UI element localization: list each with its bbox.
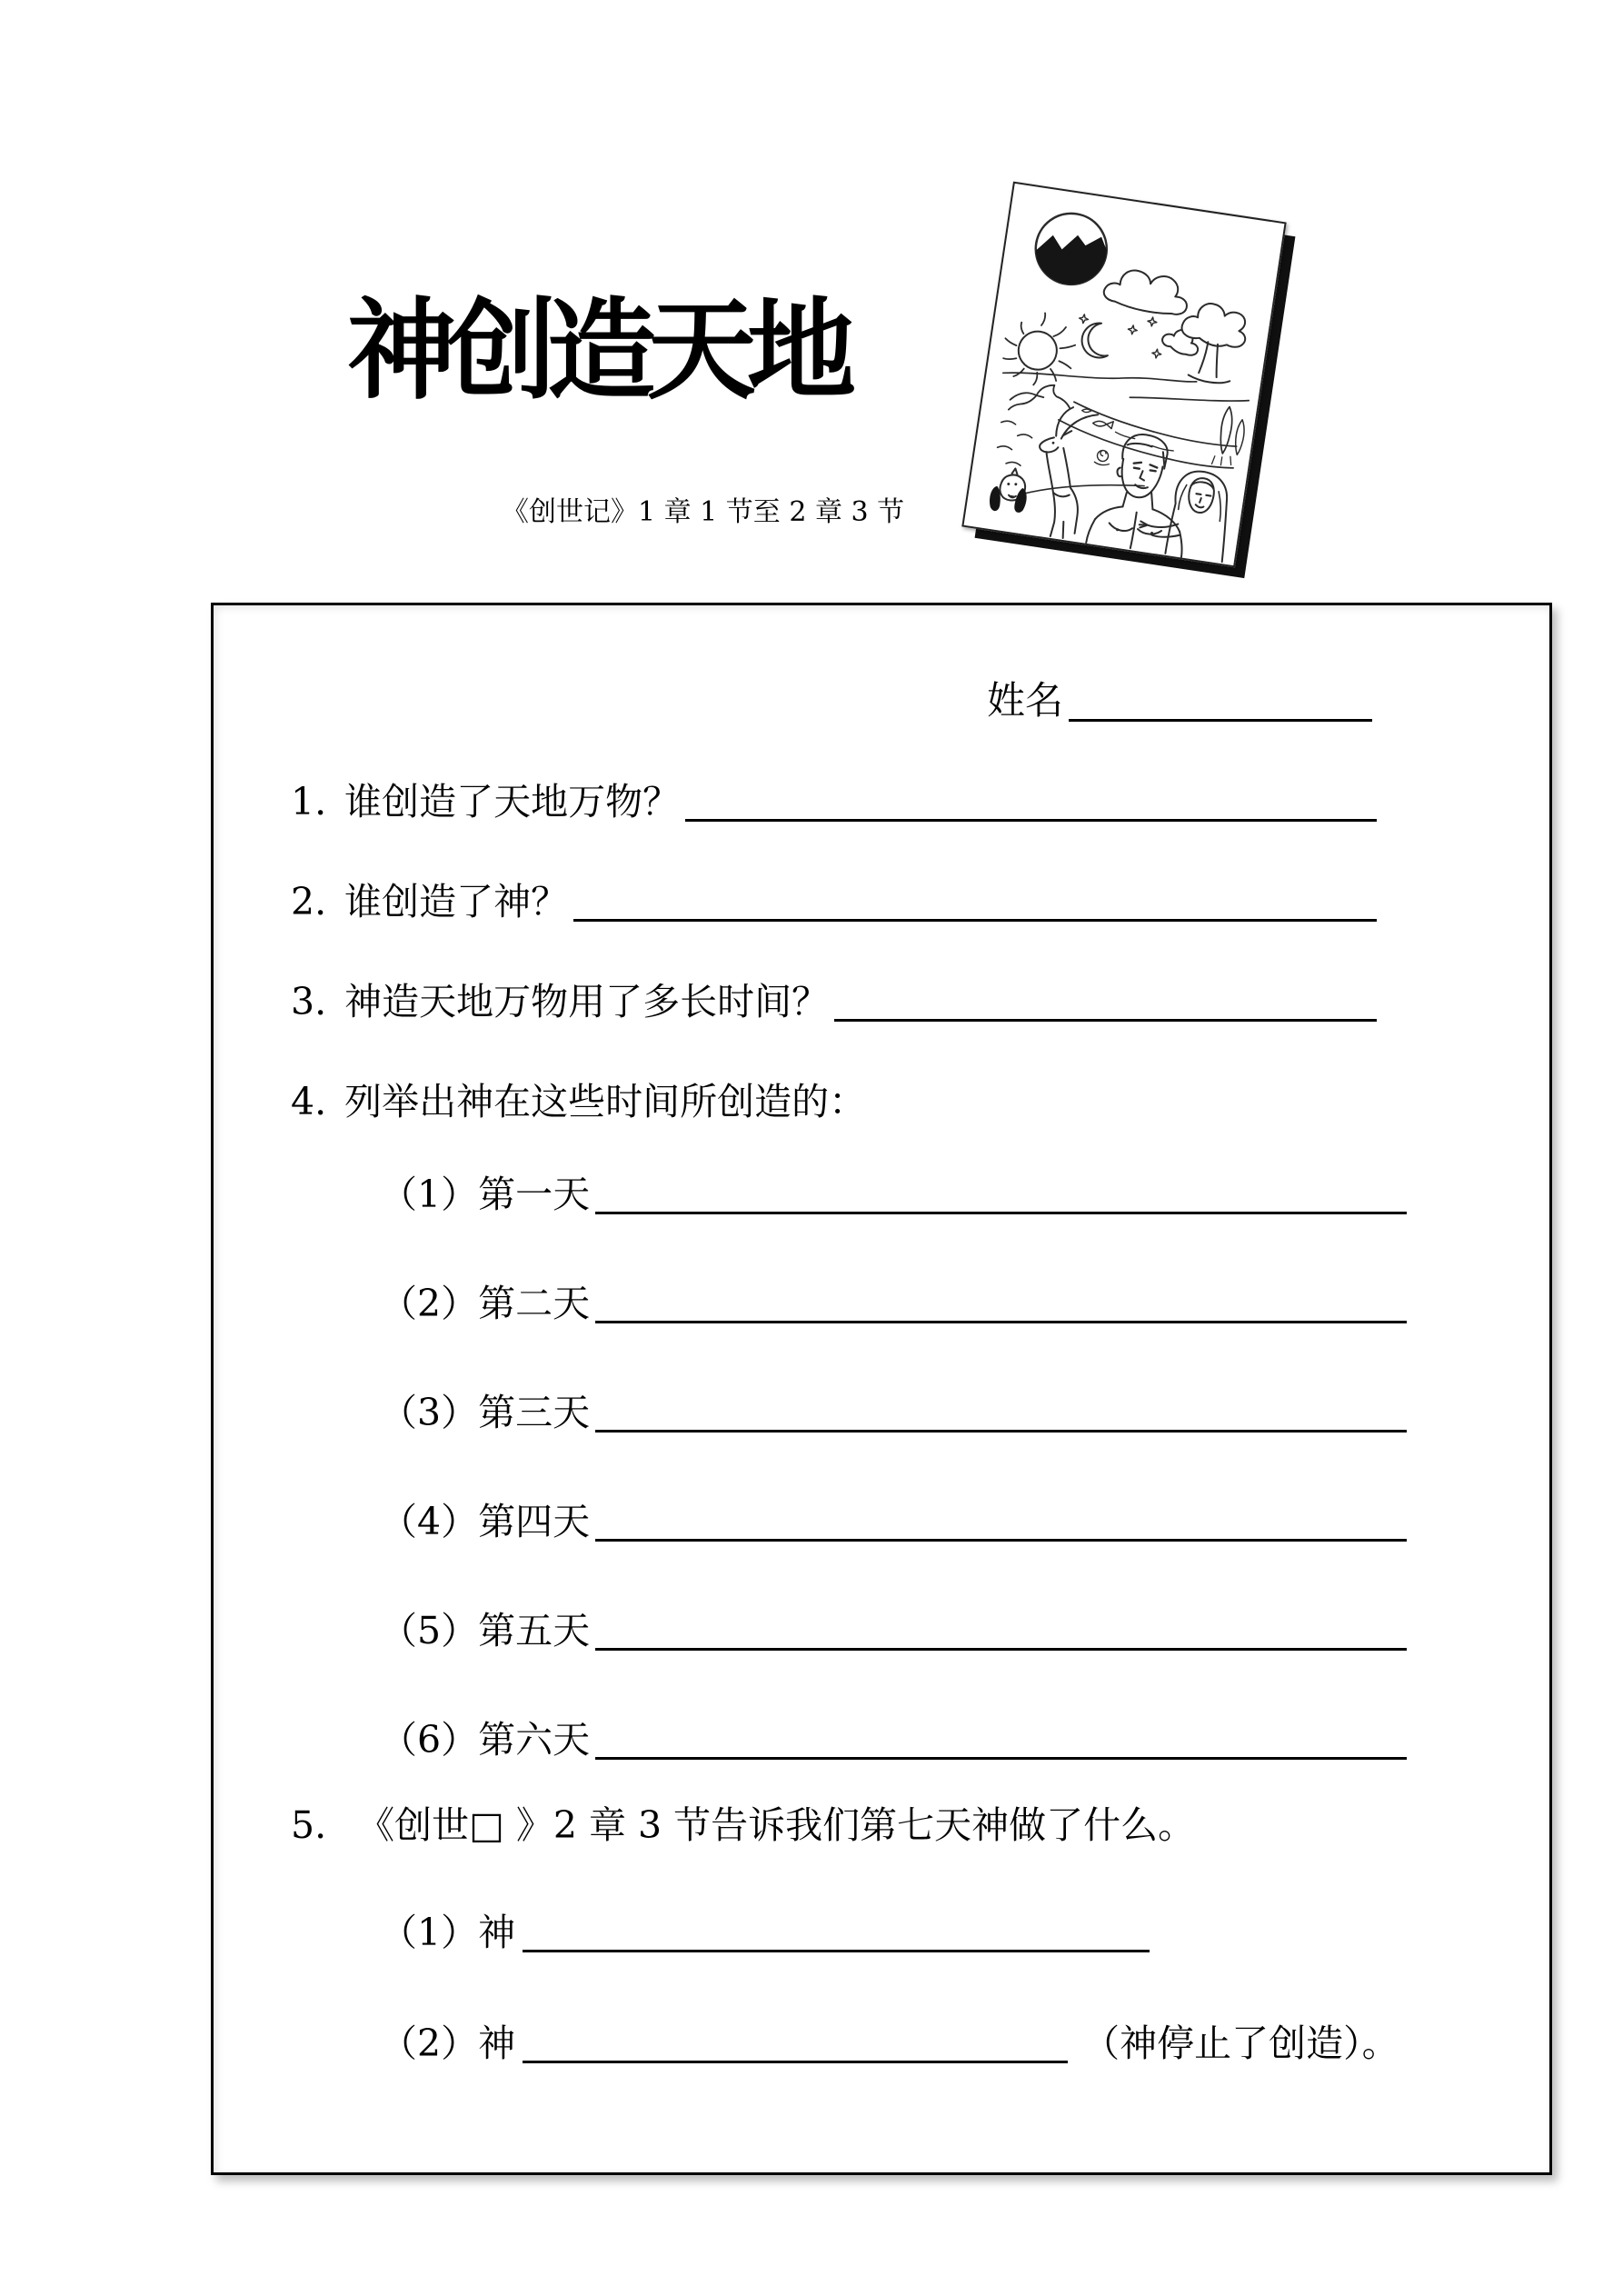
question-text: 神造天地万物用了多长时间？	[344, 980, 830, 1023]
page-title: 神创造天地	[347, 286, 847, 414]
answer-line	[595, 1212, 1407, 1214]
question-number: 5.	[291, 1803, 327, 1847]
question-5-item-1-row	[380, 1909, 1150, 1957]
creation-illustration-card	[961, 182, 1286, 568]
answer-line	[573, 919, 1377, 922]
question-number: 2.	[291, 880, 327, 923]
question-4-item-5-row	[380, 1607, 1407, 1655]
question-3-row	[291, 978, 1377, 1026]
question-text: 列举出神在这些时间所创造的：	[344, 1080, 867, 1123]
name-blank-line	[1069, 719, 1372, 722]
question-1-row	[291, 778, 1377, 826]
question-4-item-6-row	[380, 1716, 1407, 1764]
name-field-row	[987, 676, 1372, 726]
answer-line	[523, 1950, 1150, 1952]
question-4-row	[291, 1078, 1377, 1126]
page-subtitle: 《创世记》1 章 1 节至 2 章 3 节	[502, 496, 905, 528]
question-text: 谁创造了天地万物？	[344, 780, 681, 824]
answer-line	[595, 1321, 1407, 1323]
answer-line	[834, 1019, 1377, 1022]
question-4-item-2-row	[380, 1280, 1407, 1328]
creation-scene-drawing	[964, 184, 1285, 565]
answer-line	[595, 1430, 1407, 1433]
answer-line	[685, 819, 1377, 822]
sub-question-label: （2）第二天	[380, 1282, 591, 1325]
question-4-item-3-row	[380, 1389, 1407, 1437]
question-text: 谁创造了神？	[344, 880, 569, 923]
question-box	[211, 603, 1552, 2175]
answer-line	[595, 1539, 1407, 1542]
question-number: 4.	[291, 1080, 327, 1123]
sub-question-label: （2）神	[380, 2021, 516, 2065]
question-4-item-1-row	[380, 1171, 1407, 1219]
sub-question-label: （3）第三天	[380, 1391, 591, 1434]
answer-line	[595, 1648, 1407, 1651]
question-2-row	[291, 878, 1377, 926]
answer-suffix-text: （神停止了创造）。	[1082, 2021, 1399, 2065]
sub-question-label: （1）第一天	[380, 1173, 591, 1216]
question-5-item-2-row	[380, 2020, 1399, 2068]
name-label: 姓名	[987, 678, 1064, 723]
question-4-item-4-row	[380, 1498, 1407, 1546]
question-number: 3.	[291, 980, 327, 1023]
answer-line	[523, 2061, 1068, 2063]
question-text: 《创世□ 》2 章 3 节告诉我们第七天神做了什么。	[357, 1803, 1196, 1847]
answer-line	[595, 1757, 1407, 1760]
sub-question-label: （5）第五天	[380, 1609, 591, 1652]
sub-question-label: （6）第六天	[380, 1718, 591, 1762]
question-number: 1.	[291, 780, 327, 824]
sub-question-label: （4）第四天	[380, 1500, 591, 1543]
sub-question-label: （1）神	[380, 1911, 516, 1954]
question-5-row	[291, 1802, 1377, 1850]
